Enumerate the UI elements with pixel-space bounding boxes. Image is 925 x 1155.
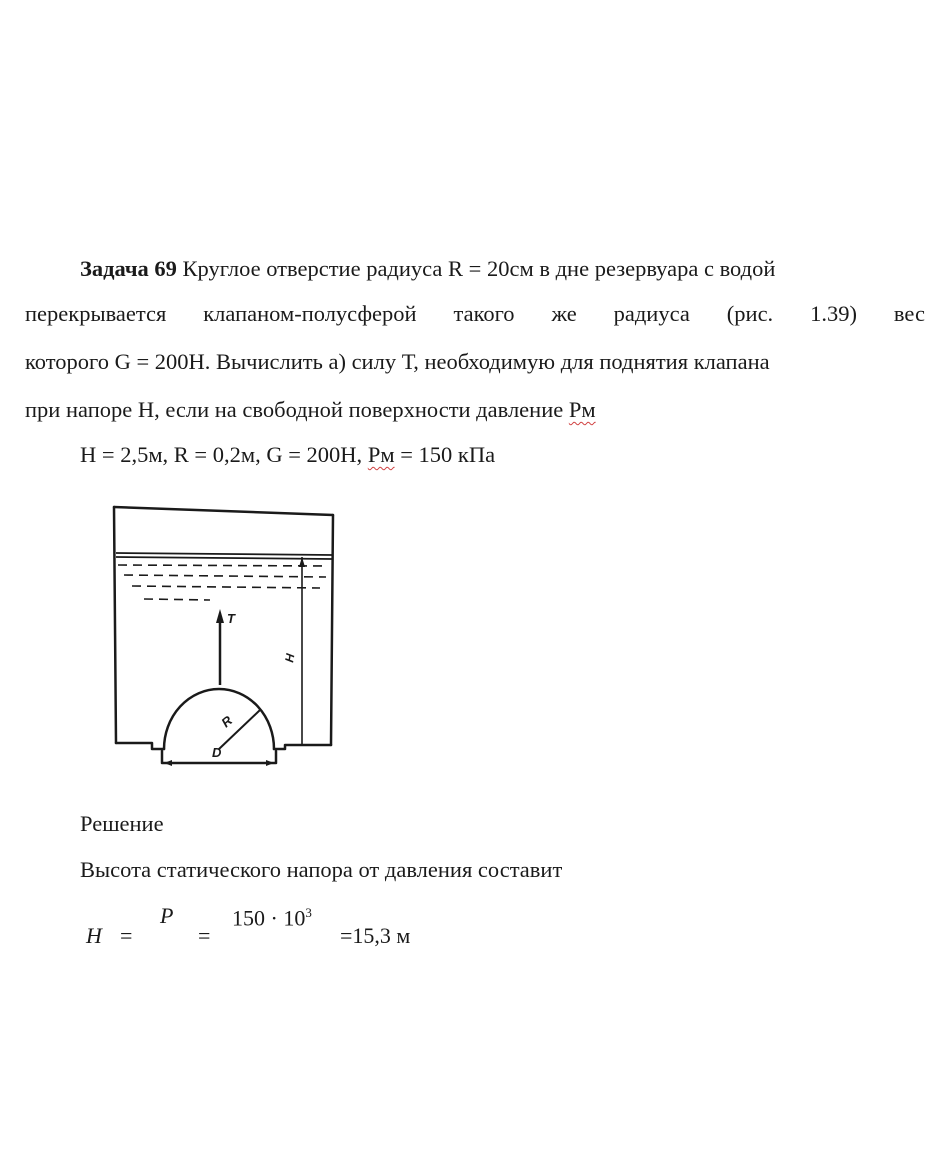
word: такого (453, 301, 515, 326)
formula-result: =15,3 м (340, 923, 411, 948)
pressure-head-formula (0, 895, 910, 948)
free-surface-line (116, 553, 332, 555)
formula-eq-2: = (198, 923, 211, 948)
diameter-arrow-right (266, 760, 274, 766)
water-dash-row (124, 575, 326, 577)
label-r: R (218, 712, 236, 731)
given-prefix: H = 2,5м, R = 0,2м, G = 200Н, (80, 442, 368, 467)
problem-line-4-text: при напоре Н, если на свободной поверхности давление (25, 397, 569, 422)
given-pressure-symbol: Рм (367, 442, 395, 467)
word: вес (893, 301, 925, 326)
problem-line-4 (25, 396, 596, 424)
formula-lhs: H (86, 923, 102, 948)
diameter-arrow-left (164, 760, 172, 766)
tank-bottom-left (116, 743, 164, 749)
free-surface-line-2 (116, 557, 332, 559)
label-d: D (212, 745, 222, 760)
word: радиуса (613, 301, 690, 326)
problem-line-1-text: Круглое отверстие радиуса R = 20см в дне резервуара с водой (176, 256, 776, 281)
label-t: T (227, 611, 235, 626)
tank-bottom-right (274, 745, 331, 749)
word: перекрывается (25, 301, 167, 326)
tank-left-wall (114, 507, 116, 743)
force-t-arrowhead (216, 609, 224, 623)
problem-line-1 (80, 255, 775, 283)
solution-intro: Высота статического напора от давления составит (80, 857, 563, 882)
pressure-symbol: Рм (568, 397, 596, 422)
water-dash-row (144, 599, 210, 600)
problem-line-2 (25, 300, 925, 328)
water-dash-row (118, 565, 328, 566)
tank-right-wall (331, 515, 333, 745)
given-suffix: = 150 кПа (394, 442, 496, 467)
label-h: H (282, 652, 298, 664)
word: клапаном-полусферой (203, 301, 417, 326)
tank-top-edge (114, 507, 333, 515)
formula-eq-1: = (120, 923, 133, 948)
formula-numerator-2-base: 150 · 10 (232, 905, 306, 931)
water-dash-row (132, 586, 320, 588)
word: (рис. (726, 301, 774, 326)
given-values (80, 441, 495, 469)
formula-exponent: 3 (305, 905, 312, 920)
formula-numerator-2 (232, 905, 312, 931)
problem-line-3-text: которого G = 200Н. Вычислить а) силу Т, необходимую для поднятия клапана (25, 349, 770, 374)
word: же (551, 301, 577, 326)
solution-heading: Решение (80, 811, 164, 836)
word: 1.39) (810, 301, 857, 326)
problem-line-3 (25, 348, 770, 376)
formula-numerator-1: P (160, 903, 174, 928)
problem-label: Задача 69 (80, 256, 177, 281)
tank-diagram (100, 495, 350, 780)
